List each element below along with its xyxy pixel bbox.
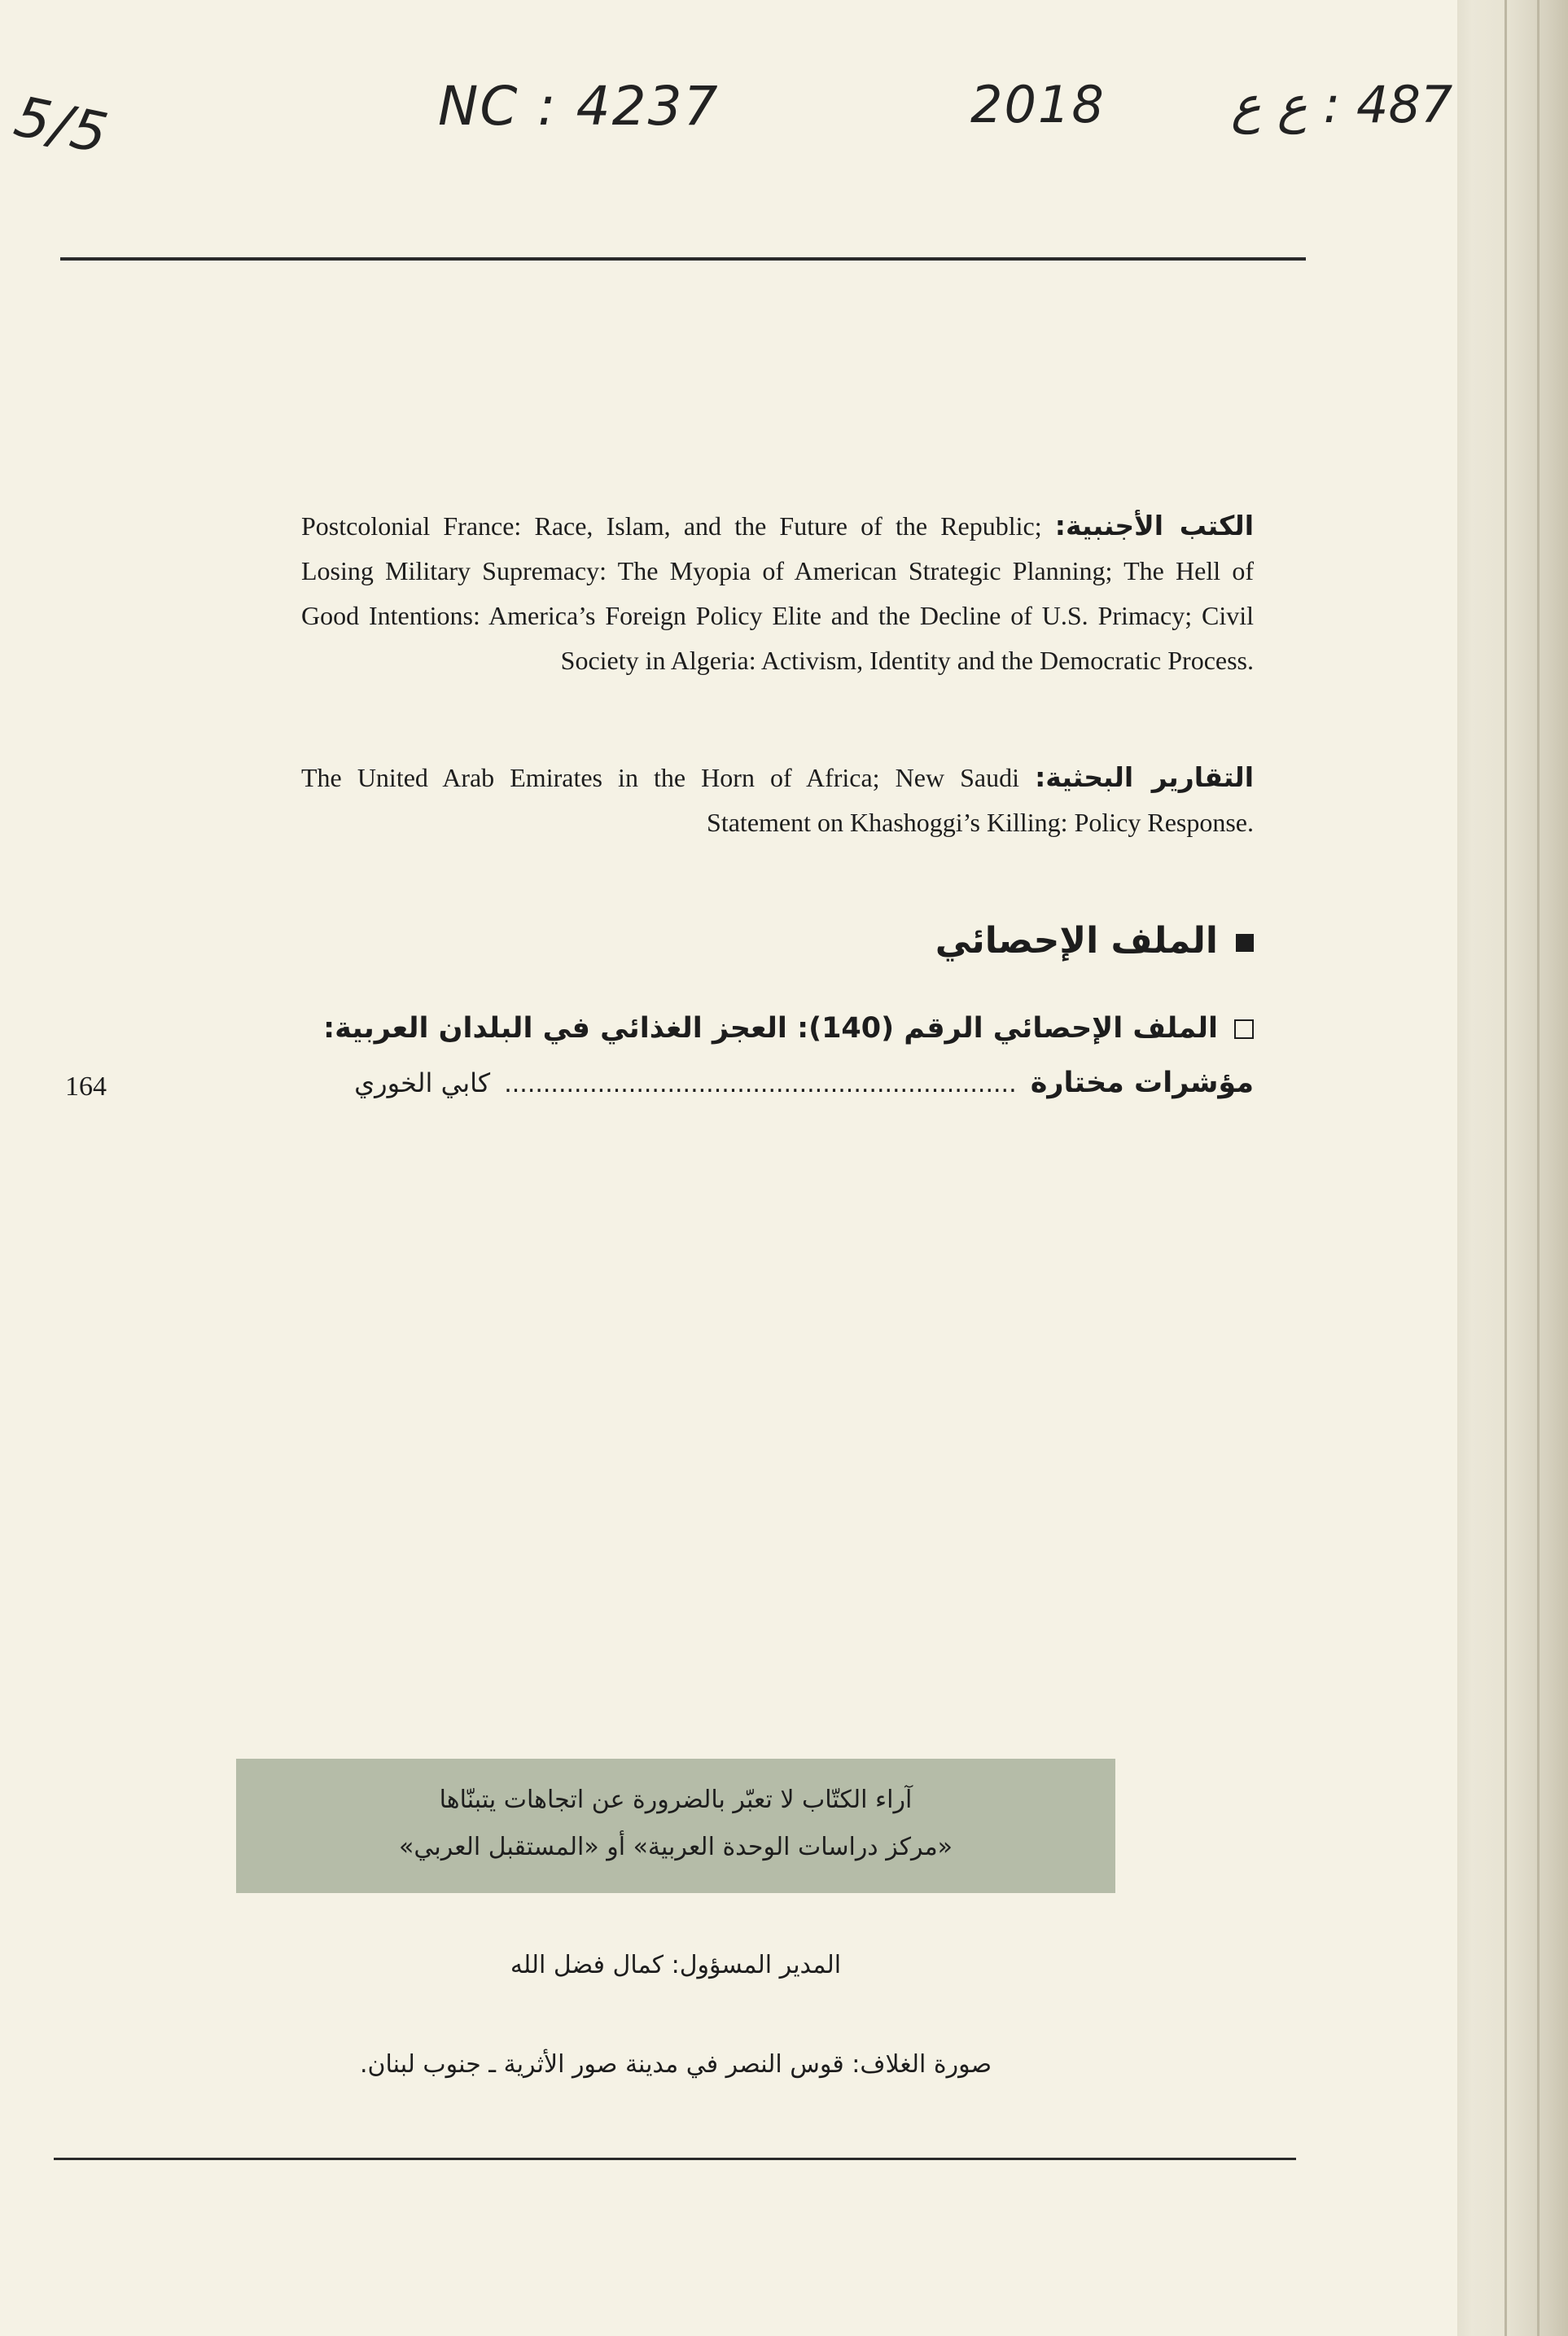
handwritten-nc-code: NC : 4237 <box>438 75 720 138</box>
edge-line <box>1504 0 1507 2336</box>
toc-dot-leader: .................................................................. <box>504 1070 1017 1098</box>
director-credit: المدير المسؤول: كمال فضل الله <box>510 1951 842 1979</box>
handwritten-fraction: 5/5 <box>9 84 115 168</box>
statistical-file-toc-row <box>65 1067 1254 1115</box>
toc-page-number: 164 <box>65 1072 107 1102</box>
cover-caption: صورة الغلاف: قوس النصر في مدينة صور الأثرية ـ جنوب لبنان. <box>359 2050 992 2079</box>
entry-label: التقارير البحثية: <box>1035 761 1255 793</box>
entry-text: The United Arab Emirates in the Horn of Africa; New Saudi Statement on Khashoggi’s Killing: Policy Response. <box>301 763 1254 837</box>
disclaimer-line: «مركز دراسات الوحدة العربية» أو «المستقبل العربي» <box>398 1833 953 1861</box>
disclaimer-box <box>236 1759 1115 1893</box>
statistical-file-subtitle: مؤشرات مختارة <box>1030 1067 1254 1099</box>
entry-research-reports <box>301 755 1254 845</box>
filled-square-icon <box>1236 934 1254 952</box>
section-title: الملف الإحصائي <box>935 920 1218 962</box>
statistical-file-title: الملف الإحصائي الرقم (140): العجز الغذائي في البلدان العربية: <box>323 1012 1218 1045</box>
entry-foreign-books <box>301 503 1254 683</box>
handwritten-year: 2018 <box>970 75 1106 134</box>
disclaimer-line: آراء الكتّاب لا تعبّر بالضرورة عن اتجاهات يتبنّاها <box>439 1786 913 1814</box>
statistical-file-title-row <box>301 1012 1254 1045</box>
entry-label: الكتب الأجنبية: <box>1054 510 1255 541</box>
empty-square-icon <box>1234 1019 1254 1039</box>
section-heading <box>301 920 1254 962</box>
page-edge <box>1457 0 1568 2336</box>
handwritten-issue-code: 487 : ع ع <box>1231 75 1453 134</box>
top-rule <box>60 257 1306 261</box>
edge-line <box>1537 0 1540 2336</box>
toc-author: كابي الخوري <box>354 1067 491 1098</box>
entry-text: Postcolonial France: Race, Islam, and the Future of the Republic; Losing Military Supremacy: The Myopia of American Strategic Planning; The Hell of Good Intentions: America’s Foreign Policy Elite and the Decline of U.S. Primacy; Civil Society in Algeria: Activism, Identity and the Democratic Process. <box>301 511 1254 675</box>
bottom-rule <box>54 2158 1296 2160</box>
